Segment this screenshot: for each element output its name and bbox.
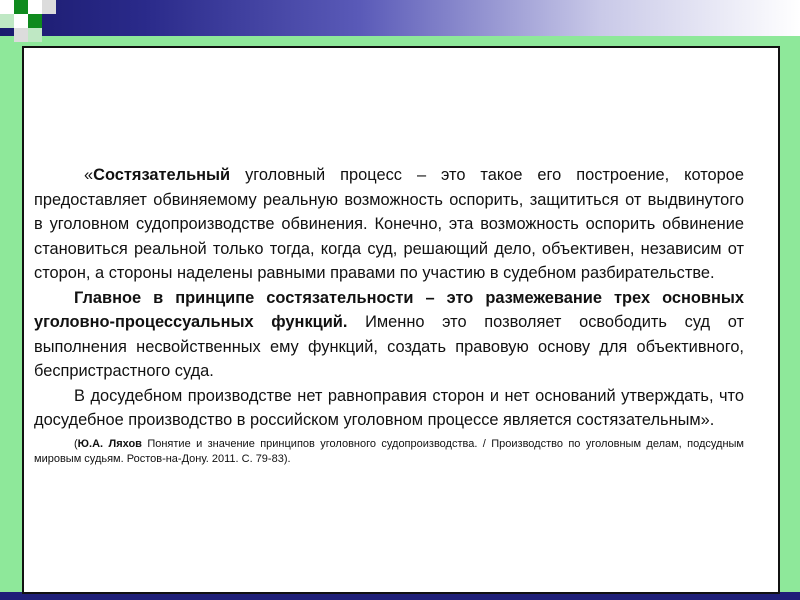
paragraph-pretrial [34,384,744,433]
decorative-square [28,14,42,28]
pretrial-end: . [709,411,715,429]
decorative-square [0,0,14,14]
pretrial-text: В досудебном производстве нет равноправия сторон и нет оснований утверждать, что досудебное производство в российском уголовном процессе является состязательным» [34,386,744,429]
main-principle-bold: Главное в принципе состязательности – это размежевание трех основных уголовно-процессуальных функций. [34,288,744,331]
decorative-square [14,28,28,42]
decorative-square [28,0,42,14]
citation [34,437,744,467]
decorative-square [42,0,56,14]
header-gradient-bar [0,0,800,36]
paragraph-definition-text: уголовный процесс – это такое его построение, которое предоставляет обвиняемому реальную возможность оспорить, защититься от выдвинутого в уголовном судопроизводстве обвинения. Конечно, эта возможность оспорить обвинение становиться реальной только тогда, когда суд, решающий дело, объективен, независим от сторон, а стороны наделены равными правами по участию в судебном разбирательстве. [34,166,744,282]
main-principle-text: Именно это позволяет освободить суд от выполнения несвойственных ему функций, создать правовую основу для объективного, беспристрастного суда. [34,313,744,380]
decorative-square [14,14,28,28]
citation-author: Ю.А. Ляхов [77,437,142,450]
decorative-square [28,28,42,42]
paragraph-main-principle [34,286,744,384]
citation-open: ( [74,437,78,450]
citation-source: Понятие и значение принципов уголовного судопроизводства. / Производство по уголовным делам, подсудным мировым судьям. Ростов-на-Дону. 2011. С. 79-83). [34,437,744,465]
decorative-square [0,14,14,28]
paragraph-definition [34,163,744,286]
quote-open: « [84,166,94,184]
term-bold: Состязательный [93,166,231,184]
slide-text-block [34,163,744,467]
decorative-square [14,0,28,14]
